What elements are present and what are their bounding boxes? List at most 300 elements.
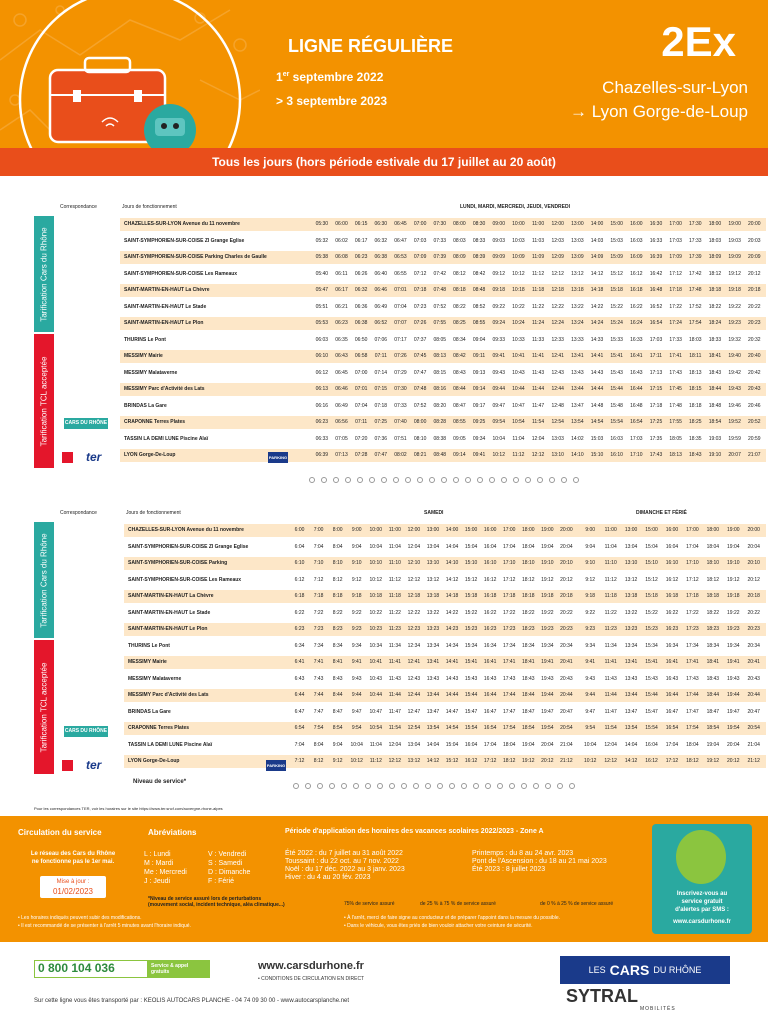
departure-time: 07:48 [433, 287, 447, 293]
departure-time: 9:12 [351, 576, 362, 583]
departure-time: 12:54 [407, 725, 421, 731]
departure-time: 16:54 [483, 725, 497, 731]
departure-time: 16:54 [649, 320, 663, 326]
stop-name: CHAZELLES-SUR-LYON Avenue du 11 novembre [120, 218, 310, 231]
departure-time: 06:33 [315, 435, 329, 442]
departure-time: 19:04 [522, 741, 535, 748]
table-row [120, 416, 766, 429]
stop-name: SAINT-SYMPHORIEN-SUR-COISE Les Rameaux [124, 574, 288, 587]
departure-time: 12:12 [388, 758, 402, 764]
service-level-icon [557, 783, 563, 789]
departure-time: 20:44 [747, 692, 760, 698]
departure-time: 20:18 [748, 287, 761, 293]
stop-name: TASSIN LA DEMI LUNE Piscine Alaï [120, 433, 310, 446]
departure-time: 17:44 [686, 692, 699, 698]
departure-time: 19:52 [728, 419, 741, 425]
departure-time: 10:44 [512, 386, 525, 392]
sms-text: Inscrivez-vous au service gratuit d'alertes par SMS : [675, 891, 729, 913]
period-col-1: Été 2022 : du 7 juillet au 31 août 2022 Toussaint : du 22 oct. au 7 nov. 2022 Noël : du 17 déc. 2022 au 3 janv. 2023 Hiver : du 4 au 20 fév. 2023 [285, 850, 405, 881]
departure-time: 17:39 [689, 254, 702, 260]
service-level-icon [393, 477, 399, 483]
sunday-times [580, 706, 764, 719]
departure-time: 17:33 [669, 336, 682, 343]
departure-time: 20:12 [727, 758, 740, 764]
departure-time: 11:22 [604, 609, 617, 616]
departure-time: 19:12 [728, 270, 741, 277]
service-level-icon [473, 783, 479, 789]
departure-time: 13:18 [624, 593, 638, 599]
departure-time: 09:14 [472, 386, 486, 392]
departure-time: 17:04 [502, 543, 516, 550]
legend-0: de 0 % à 25 % de service assuré [540, 901, 614, 907]
departure-time: 16:54 [665, 725, 679, 731]
departure-time: 11:04 [388, 543, 401, 550]
departure-time: 19:10 [541, 560, 554, 566]
departure-time: 14:10 [571, 452, 584, 458]
departure-time: 13:41 [426, 659, 440, 665]
departure-time: 07:37 [413, 336, 427, 343]
abbr-col-2: V : Vendredi S : Samedi D : Dimanche F : Férié [208, 851, 251, 885]
departure-time: 06:46 [335, 386, 348, 392]
departure-time: 17:41 [669, 353, 682, 359]
departure-time: 10:22 [369, 609, 383, 616]
departure-time: 17:44 [502, 692, 516, 698]
departure-time: 19:03 [728, 237, 741, 244]
departure-time: 16:12 [665, 576, 679, 583]
phone-number[interactable]: 0 800 104 036 [34, 960, 148, 978]
departure-time: 17:30 [689, 221, 702, 227]
departure-time: 11:00 [531, 221, 545, 227]
departure-time: 12:12 [604, 758, 617, 764]
departure-time: 16:04 [464, 741, 478, 748]
service-level-icon [465, 477, 471, 483]
departure-time: 6:47 [294, 708, 305, 715]
departure-time: 06:32 [354, 287, 368, 293]
departure-time: 06:16 [315, 402, 329, 409]
table-row [124, 656, 766, 669]
departure-time: 15:54 [645, 725, 658, 731]
departure-time: 19:44 [541, 692, 554, 698]
tcl-tariff-band: Tarification TCL acceptée [34, 334, 54, 468]
stop-name: MESSIMY Parc d'Activité des Lats [120, 383, 310, 396]
departure-time: 08:42 [472, 270, 486, 277]
departure-time: 7:54 [313, 725, 324, 731]
departure-time: 07:28 [354, 452, 368, 458]
departure-time: 13:10 [426, 560, 440, 566]
departure-time: 15:03 [590, 435, 604, 442]
departure-time: 20:54 [560, 725, 573, 731]
departure-time: 18:11 [689, 353, 702, 359]
departure-time: 11:24 [531, 320, 545, 326]
departure-time: 13:47 [571, 402, 584, 409]
header [0, 0, 768, 148]
service-level-icon [525, 477, 531, 483]
weekday-times [312, 400, 764, 413]
service-level-icon [573, 477, 579, 483]
departure-time: 11:03 [531, 237, 545, 244]
departure-time: 14:43 [445, 675, 459, 682]
departure-time: 12:04 [388, 741, 402, 748]
sms-box[interactable] [652, 824, 752, 934]
departure-time: 18:03 [689, 336, 702, 343]
departure-time: 10:03 [512, 237, 525, 244]
table-row [120, 350, 766, 363]
departure-time: 20:41 [747, 659, 760, 665]
departure-time: 08:02 [394, 452, 407, 458]
departure-time: 11:44 [604, 692, 617, 698]
departure-time: 11:09 [531, 254, 545, 260]
departure-time: 20:43 [560, 675, 573, 682]
departure-time: 18:00 [708, 221, 722, 227]
departure-time: 18:41 [706, 659, 720, 665]
departure-time: 13:18 [571, 287, 584, 293]
departure-time: 17:41 [502, 659, 516, 665]
departure-time: 15:00 [464, 527, 478, 533]
abbr-col-1: L : Lundi M : Mardi Me : Mercredi J : Jeudi [144, 851, 187, 885]
departure-time: 18:23 [522, 626, 535, 632]
departure-time: 6:41 [294, 659, 305, 665]
departure-time: 16:10 [665, 560, 679, 566]
origin: Chazelles-sur-Lyon [602, 78, 748, 97]
departure-time: 17:18 [502, 593, 516, 599]
departure-time: 19:42 [728, 369, 741, 376]
departure-time: 19:00 [728, 221, 741, 227]
departure-time: 08:18 [453, 287, 466, 293]
departure-time: 08:48 [472, 287, 486, 293]
service-level-icon [413, 783, 419, 789]
departure-time: 16:30 [649, 221, 663, 227]
departure-time: 14:03 [590, 237, 604, 244]
departure-time: 19:18 [728, 287, 741, 293]
departure-time: 19:12 [522, 758, 535, 764]
departure-time: 9:22 [351, 609, 362, 616]
departure-time: 12:12 [531, 452, 545, 458]
departure-time: 17:22 [669, 303, 682, 310]
departure-time: 8:43 [332, 675, 343, 682]
departure-time: 11:41 [604, 659, 617, 665]
departure-time: 17:52 [689, 303, 702, 310]
departure-time: 12:43 [407, 675, 421, 682]
departure-time: 10:34 [369, 642, 383, 649]
departure-time: 14:04 [426, 741, 440, 748]
departure-time: 19:22 [541, 609, 554, 616]
period-col-2: Printemps : du 8 au 24 avr. 2023 Pont de l'Ascension : du 18 au 21 mai 2023 Été 2023 : 8 juillet 2023 [472, 850, 607, 873]
departure-time: 14:00 [590, 221, 604, 227]
departure-time: 16:12 [464, 758, 478, 764]
departure-time: 08:00 [453, 221, 466, 227]
departure-time: 14:04 [624, 741, 638, 748]
departure-time: 07:12 [413, 270, 427, 277]
departure-time: 19:23 [541, 626, 554, 632]
departure-time: 16:04 [645, 741, 658, 748]
service-level-icon [369, 477, 375, 483]
saturday-times [290, 722, 576, 735]
service-level-icon [509, 783, 515, 789]
departure-time: 13:47 [426, 708, 440, 715]
departure-time: 13:44 [571, 386, 584, 392]
departure-time: 6:34 [294, 642, 305, 649]
departure-time: 20:00 [747, 527, 760, 533]
departure-time: 17:33 [689, 237, 702, 244]
service-level-icon [293, 783, 299, 789]
legend-75: 75% de service assuré [344, 901, 395, 907]
departure-time: 08:38 [433, 435, 447, 442]
sunday-times [580, 541, 764, 554]
departure-time: 18:09 [708, 254, 722, 260]
departure-time: 20:54 [747, 725, 760, 731]
departure-time: 8:22 [332, 609, 343, 616]
table-row [124, 574, 766, 587]
departure-time: 06:49 [374, 303, 388, 310]
service-level-icon [561, 477, 567, 483]
departure-time: 08:34 [453, 336, 466, 343]
departure-time: 07:48 [413, 386, 427, 392]
departure-time: 12:12 [407, 576, 421, 583]
departure-time: 11:12 [369, 758, 382, 764]
cars-tariff-band-2: Tarification Cars du Rhône [34, 522, 54, 638]
departure-time: 19:34 [541, 642, 554, 649]
service-level-icon [513, 477, 519, 483]
departure-time: 9:12 [332, 758, 343, 764]
departure-time: 15:22 [645, 609, 658, 616]
departure-time: 20:22 [560, 609, 573, 616]
departure-time: 09:05 [453, 435, 466, 442]
departure-time: 18:15 [689, 386, 702, 392]
stop-name: BRINDAS La Gare [120, 400, 310, 413]
departure-time: 13:54 [624, 725, 638, 731]
departure-time: 6:00 [294, 527, 305, 533]
departure-time: 7:23 [313, 626, 324, 632]
departure-time: 06:58 [354, 353, 368, 359]
departure-time: 11:23 [604, 626, 617, 632]
service-level-icon [357, 477, 363, 483]
departure-time: 10:24 [512, 320, 525, 326]
departure-time: 11:54 [604, 725, 617, 731]
departure-time: 07:42 [433, 270, 447, 277]
departure-time: 07:25 [374, 419, 388, 425]
departure-time: 20:12 [560, 576, 573, 583]
table-row [124, 739, 766, 752]
departure-time: 7:04 [313, 543, 324, 550]
departure-time: 07:09 [413, 254, 427, 260]
departure-time: 8:54 [332, 725, 343, 731]
departure-time: 6:10 [294, 560, 305, 566]
departure-time: 20:12 [541, 758, 554, 764]
departure-time: 07:51 [394, 435, 407, 442]
transporter: Sur cette ligne vous êtes transporté par : KEOLIS AUTOCARS PLANCHE - 04 74 09 30 00 - www.autocarsplanche.net [34, 998, 350, 1004]
departure-time: 16:48 [630, 402, 643, 409]
departure-time: 08:05 [433, 336, 447, 343]
weekday-times [312, 383, 764, 396]
departure-time: 18:05 [669, 435, 682, 442]
departure-time: 09:33 [492, 336, 505, 343]
service-level-icon [365, 783, 371, 789]
sunday-header: DIMANCHE ET FÉRIÉ [636, 510, 687, 516]
departure-time: 16:23 [665, 626, 679, 632]
departure-time: 11:43 [388, 675, 401, 682]
departure-time: 07:18 [413, 287, 427, 293]
departure-time: 8:04 [332, 543, 343, 550]
departure-time: 07:47 [413, 369, 427, 376]
departure-time: 12:41 [551, 353, 564, 359]
departure-time: 10:18 [512, 287, 525, 293]
departure-time: 12:54 [551, 419, 564, 425]
departure-time: 07:52 [433, 303, 447, 310]
departure-time: 06:26 [354, 270, 368, 277]
departure-time: 11:12 [531, 270, 545, 277]
table-row [120, 334, 766, 347]
departure-time: 18:10 [706, 560, 720, 566]
departure-time: 14:48 [590, 402, 604, 409]
departure-time: 06:21 [335, 303, 348, 310]
weekday-times [312, 235, 764, 248]
departure-time: 15:48 [610, 402, 623, 409]
table-row [120, 301, 766, 314]
departure-time: 16:54 [630, 419, 643, 425]
departure-time: 17:10 [630, 452, 643, 458]
departure-time: 17:12 [665, 758, 679, 764]
departure-time: 09:34 [472, 435, 486, 442]
departure-time: 08:39 [472, 254, 486, 260]
departure-time: 12:10 [407, 560, 421, 566]
departure-time: 06:40 [374, 270, 388, 277]
departure-time: 21:04 [747, 741, 760, 748]
departure-time: 15:09 [610, 254, 623, 260]
departure-time: 10:12 [492, 452, 505, 458]
departure-time: 11:47 [531, 402, 545, 409]
departure-time: 13:09 [571, 254, 584, 260]
departure-time: 7:10 [313, 560, 324, 566]
departure-time: 16:47 [665, 708, 679, 715]
departure-time: 19:54 [727, 725, 740, 731]
departure-time: 19:46 [728, 402, 741, 409]
departure-time: 13:04 [407, 741, 421, 748]
sms-url[interactable]: www.carsdurhone.fr [673, 919, 731, 925]
departure-time: 10:10 [369, 560, 383, 566]
departure-time: 20:46 [748, 402, 761, 409]
departure-time: 05:40 [315, 270, 329, 277]
departure-time: 19:09 [728, 254, 741, 260]
departure-time: 9:18 [585, 593, 596, 599]
weekday-times [312, 317, 764, 330]
departure-time: 13:00 [426, 527, 440, 533]
departure-time: 15:03 [610, 237, 623, 244]
saturday-times [290, 541, 576, 554]
stop-name: THURINS Le Pont [124, 640, 288, 653]
departure-time: 07:33 [433, 237, 447, 244]
departure-time: 08:52 [472, 303, 486, 310]
ter-note: Pour les correspondances TER, voir les horaires sur le site https://www.ter.sncf.com/auvergne-rhone-alpes [34, 806, 223, 811]
departure-time: 19:00 [541, 527, 554, 533]
sunday-times [580, 557, 764, 570]
departure-time: 10:12 [583, 758, 597, 764]
departure-time: 20:23 [747, 626, 760, 632]
departure-time: 20:03 [748, 237, 761, 244]
departure-time: 11:18 [388, 593, 401, 599]
departure-time: 16:10 [483, 560, 497, 566]
service-level-icon [449, 783, 455, 789]
departure-time: 16:34 [665, 642, 679, 649]
departure-time: 07:55 [433, 320, 447, 326]
departure-time: 11:00 [388, 527, 401, 533]
departure-time: 13:23 [624, 626, 638, 632]
departure-time: 12:44 [407, 692, 421, 698]
departure-time: 07:20 [354, 435, 368, 442]
departure-time: 08:00 [413, 419, 427, 425]
departure-time: 20:12 [747, 576, 760, 583]
departure-time: 18:13 [689, 369, 702, 376]
departure-time: 07:40 [394, 419, 407, 425]
service-level-icon [329, 783, 335, 789]
departure-time: 17:54 [689, 320, 702, 326]
stop-name: MESSIMY Parc d'Activité des Lats [124, 689, 288, 702]
departure-time: 19:18 [541, 593, 554, 599]
service-level-icon [521, 783, 527, 789]
departure-time: 07:29 [394, 369, 407, 376]
table-row [124, 541, 766, 554]
departure-time: 9:54 [585, 725, 596, 731]
departure-time: 13:47 [624, 708, 638, 715]
service-level-icon [341, 783, 347, 789]
departure-time: 15:04 [645, 543, 658, 550]
departure-time: 16:03 [630, 237, 643, 244]
departure-time: 06:10 [315, 353, 329, 359]
service-level-icon [569, 783, 575, 789]
table-row [124, 607, 766, 620]
parking-badge-2: PARKING [266, 760, 286, 771]
sunday-times [580, 524, 764, 537]
departure-time: 9:43 [351, 675, 362, 682]
departure-time: 18:04 [522, 543, 535, 550]
departure-time: 19:18 [727, 593, 740, 599]
departure-time: 16:00 [665, 527, 679, 533]
departure-time: 11:43 [604, 675, 617, 682]
departure-time: 07:00 [413, 221, 427, 227]
website-link[interactable]: www.carsdurhone.fr [258, 960, 364, 972]
departure-time: 15:43 [610, 369, 623, 376]
departure-time: 07:06 [374, 336, 388, 343]
departure-time: 08:33 [472, 237, 486, 244]
departure-time: 08:25 [453, 320, 466, 326]
departure-time: 11:33 [531, 336, 545, 343]
departure-time: 07:39 [433, 254, 447, 260]
weekday-times [312, 268, 764, 281]
departure-time: 18:35 [689, 435, 702, 442]
table-row [124, 689, 766, 702]
departure-time: 16:47 [483, 708, 497, 715]
departure-time: 9:10 [585, 560, 596, 566]
service-level-icon [377, 783, 383, 789]
departure-time: 16:22 [630, 303, 643, 310]
departure-time: 19:04 [706, 741, 720, 748]
departure-time: 14:44 [445, 692, 459, 698]
departure-time: 15:18 [645, 593, 658, 599]
service-level-icon [321, 477, 327, 483]
departure-time: 19:04 [727, 543, 740, 550]
departure-time: 15:10 [645, 560, 658, 566]
departure-time: 09:44 [492, 386, 505, 392]
stop-name: SAINT-SYMPHORIEN-SUR-COISE ZI Grange Eglise [124, 541, 288, 554]
departure-time: 15:41 [645, 659, 658, 665]
sunday-times [580, 722, 764, 735]
departure-time: 16:44 [483, 692, 497, 698]
departure-time: 16:12 [483, 576, 497, 583]
departure-time: 06:45 [335, 369, 348, 376]
departure-time: 6:12 [294, 576, 305, 583]
table-row [120, 284, 766, 297]
departure-time: 17:04 [483, 741, 497, 748]
departure-time: 18:10 [522, 560, 535, 566]
